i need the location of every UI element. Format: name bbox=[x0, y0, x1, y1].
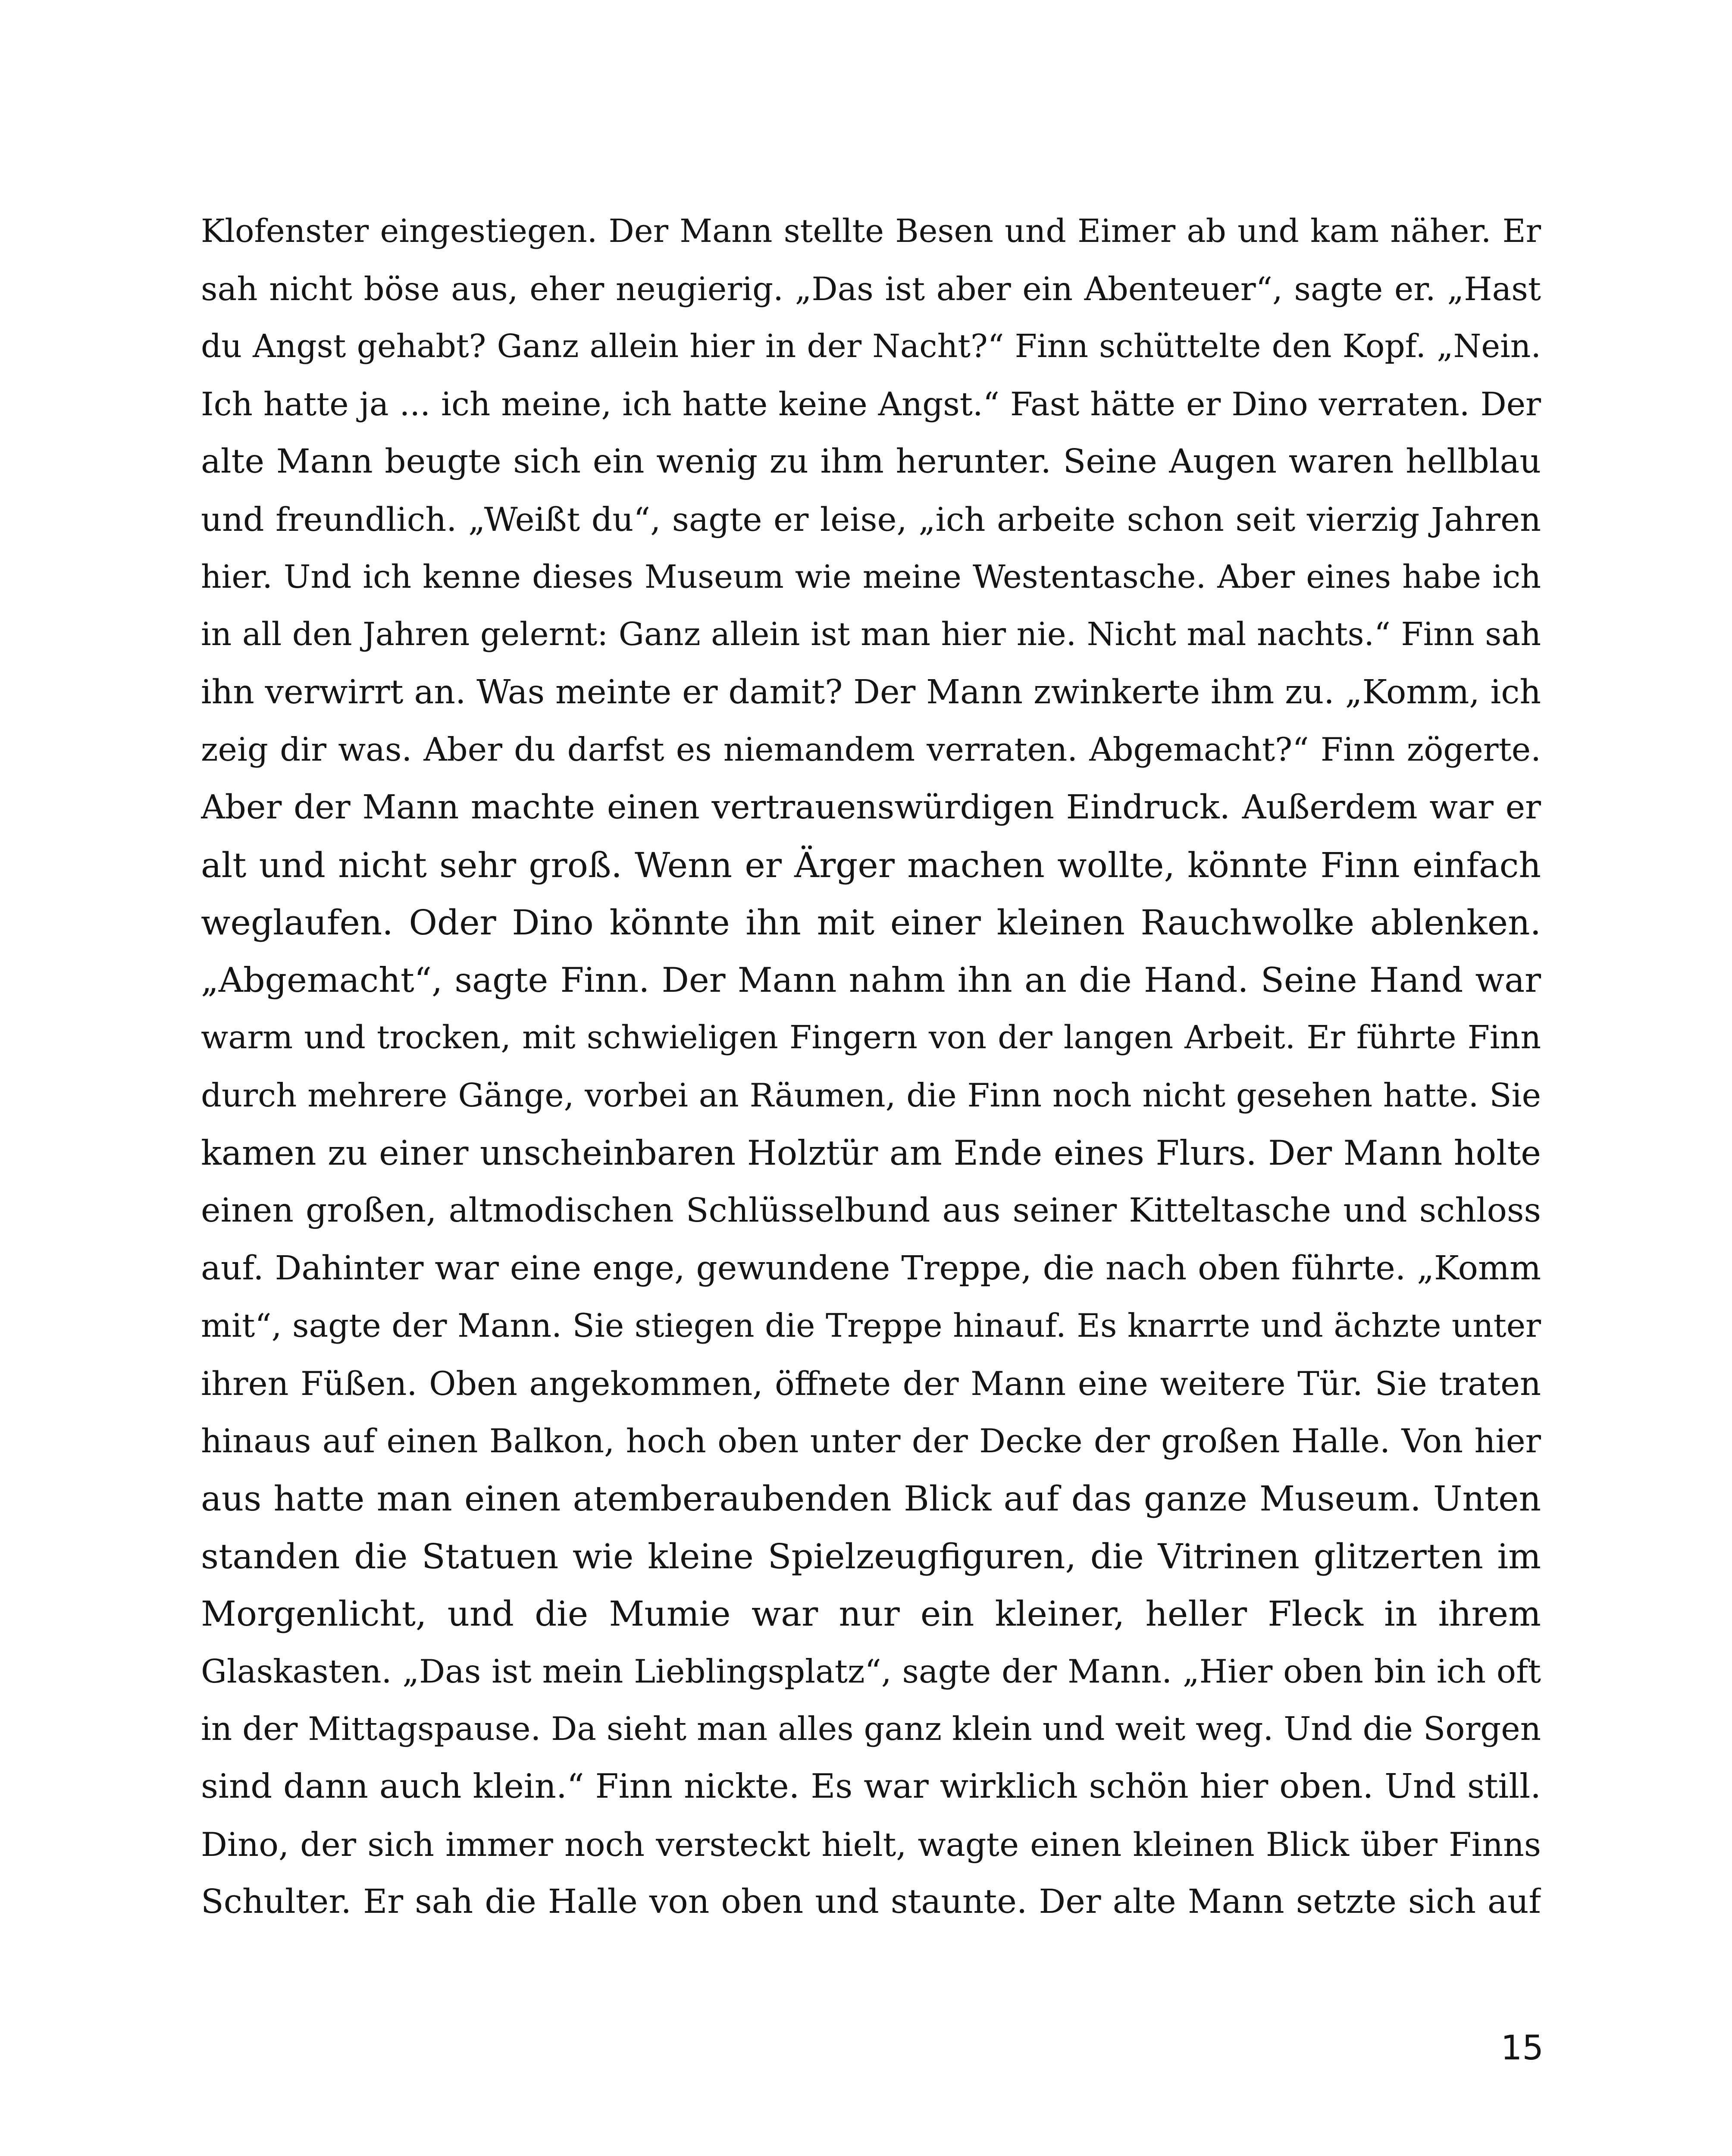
text-line: sind dann auch klein.“ Finn nickte. Es war wirklich schön hier oben. Und still. bbox=[201, 1767, 1541, 1806]
text-line: Ich hatte ja ... ich meine, ich hatte keine Angst.“ Fast hätte er Dino verraten. Der bbox=[201, 385, 1541, 423]
text-line: in der Mittagspause. Da sieht man alles ganz klein und weit weg. Und die Sorgen bbox=[201, 1710, 1541, 1748]
text-line: einen großen, altmodischen Schlüsselbund aus seiner Kitteltasche und schloss bbox=[201, 1191, 1541, 1230]
text-line: ihn verwirrt an. Was meinte er damit? Der Mann zwinkerte ihm zu. „Komm, ich bbox=[201, 673, 1541, 711]
text-line: „Abgemacht“, sagte Finn. Der Mann nahm ihn an die Hand. Seine Hand war bbox=[201, 960, 1541, 1000]
text-line: in all den Jahren gelernt: Ganz allein ist man hier nie. Nicht mal nachts.“ Finn sah bbox=[201, 616, 1541, 653]
text-line: ihren Füßen. Oben angekommen, öffnete der Mann eine weitere Tür. Sie traten bbox=[201, 1364, 1541, 1403]
text-line: Morgenlicht, und die Mumie war nur ein kleiner, heller Fleck in ihrem bbox=[201, 1594, 1541, 1634]
text-line: aus hatte man einen atemberaubenden Blick auf das ganze Museum. Unten bbox=[201, 1479, 1541, 1519]
text-line: Glaskasten. „Das ist mein Lieblingsplatz“, sagte der Mann. „Hier oben bin ich oft bbox=[201, 1652, 1541, 1690]
text-line: hier. Und ich kenne dieses Museum wie meine Westentasche. Aber eines habe ich bbox=[201, 558, 1541, 595]
text-line: Klofenster eingestiegen. Der Mann stellte Besen und Eimer ab und kam näher. Er bbox=[201, 213, 1541, 250]
body-text bbox=[201, 203, 1541, 1931]
text-line: kamen zu einer unscheinbaren Holztür am Ende eines Flurs. Der Mann holte bbox=[201, 1133, 1541, 1173]
text-line: mit“, sagte der Mann. Sie stiegen die Treppe hinauf. Es knarrte und ächzte unter bbox=[201, 1307, 1541, 1345]
text-line: sah nicht böse aus, eher neugierig. „Das ist aber ein Abenteuer“, sagte er. „Hast bbox=[201, 270, 1541, 308]
text-line: standen die Statuen wie kleine Spielzeugfiguren, die Vitrinen glitzerten im bbox=[201, 1536, 1541, 1576]
text-line: alte Mann beugte sich ein wenig zu ihm herunter. Seine Augen waren hellblau bbox=[201, 442, 1541, 481]
text-line: Aber der Mann machte einen vertrauenswürdigen Eindruck. Außerdem war er bbox=[201, 788, 1541, 827]
text-line: warm und trocken, mit schwieligen Fingern von der langen Arbeit. Er führte Finn bbox=[201, 1019, 1541, 1056]
text-line: Dino, der sich immer noch versteckt hielt, wagte einen kleinen Blick über Finns bbox=[201, 1825, 1541, 1864]
text-line: alt und nicht sehr groß. Wenn er Ärger machen wollte, könnte Finn einfach bbox=[201, 845, 1541, 885]
text-line: auf. Dahinter war eine enge, gewundene Treppe, die nach oben führte. „Komm bbox=[201, 1249, 1541, 1288]
text-line: und freundlich. „Weißt du“, sagte er leise, „ich arbeite schon seit vierzig Jahren bbox=[201, 500, 1541, 539]
text-line: Schulter. Er sah die Halle von oben und staunte. Der alte Mann setzte sich auf bbox=[201, 1883, 1541, 1921]
text-line: durch mehrere Gänge, vorbei an Räumen, die Finn noch nicht gesehen hatte. Sie bbox=[201, 1076, 1541, 1114]
page-number: 15 bbox=[1500, 2029, 1544, 2068]
text-line: weglaufen. Oder Dino könnte ihn mit einer kleinen Rauchwolke ablenken. bbox=[201, 903, 1541, 943]
text-line: du Angst gehabt? Ganz allein hier in der Nacht?“ Finn schüttelte den Kopf. „Nein. bbox=[201, 328, 1541, 365]
text-line: zeig dir was. Aber du darfst es niemandem verraten. Abgemacht?“ Finn zögerte. bbox=[201, 730, 1541, 769]
text-line: hinaus auf einen Balkon, hoch oben unter der Decke der großen Halle. Von hier bbox=[201, 1422, 1541, 1460]
